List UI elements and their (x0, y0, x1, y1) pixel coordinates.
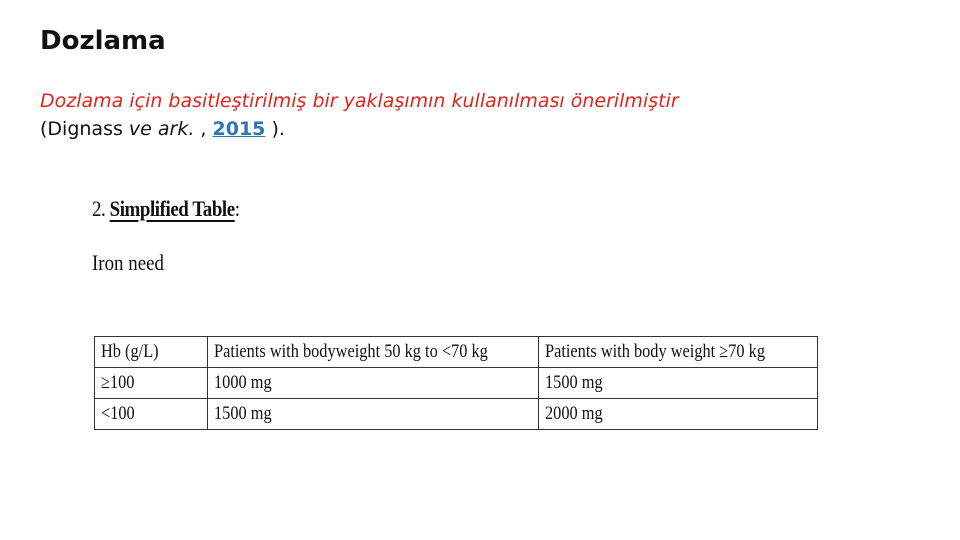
section-number: 2. (92, 196, 110, 221)
section-title: Simplified Table (109, 196, 235, 221)
table-header-row (95, 337, 818, 368)
table-row (95, 368, 818, 399)
table-cell: 2000 mg (539, 399, 818, 430)
header-cell-over-70: Patients with body weight ≥70 kg (539, 337, 818, 368)
citation-open: (Dignass (40, 117, 129, 140)
slide-title: Dozlama (40, 26, 166, 56)
citation-close: ). (265, 117, 285, 140)
iron-need-table (94, 336, 818, 430)
table-cell: 1000 mg (208, 368, 539, 399)
section-heading (92, 196, 720, 222)
intro-text (40, 88, 920, 143)
citation (40, 116, 920, 144)
table-row (95, 399, 818, 430)
header-cell-hb: Hb (g/L) (95, 337, 208, 368)
table-cell: 1500 mg (208, 399, 539, 430)
scanned-table-image (92, 196, 822, 424)
citation-year-link[interactable]: 2015 (212, 117, 266, 140)
table-cell: 1500 mg (539, 368, 818, 399)
iron-need-label: Iron need (92, 250, 164, 275)
citation-mid: , (194, 117, 213, 140)
table-cell: ≥100 (95, 368, 208, 399)
table-cell: <100 (95, 399, 208, 430)
header-cell-under-70: Patients with bodyweight 50 kg to <70 kg (208, 337, 539, 368)
citation-etal: ve ark. (128, 117, 195, 140)
section-colon: : (234, 196, 240, 221)
recommendation-text: Dozlama için basitleştirilmiş bir yaklaşımın kullanılması önerilmiştir (40, 90, 679, 112)
